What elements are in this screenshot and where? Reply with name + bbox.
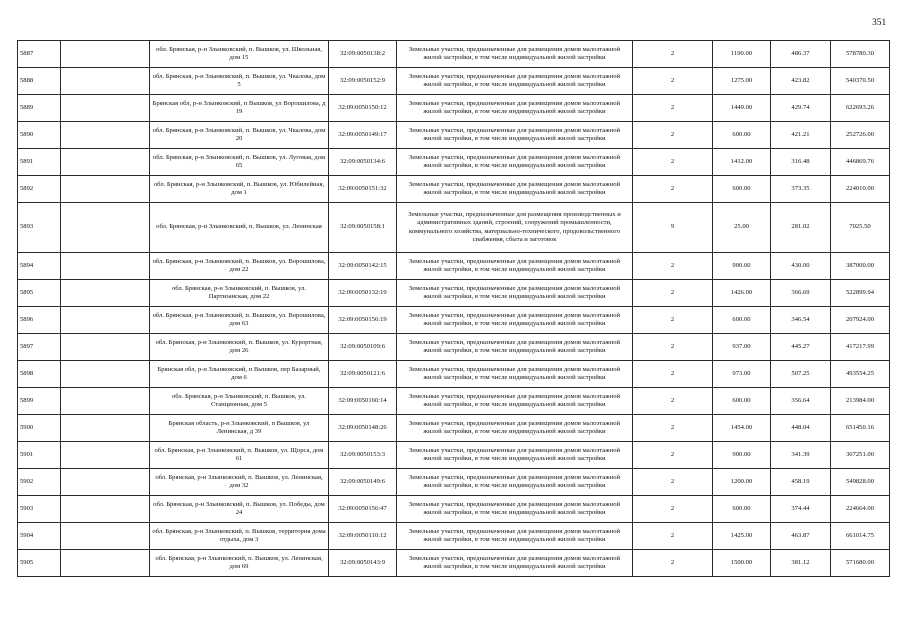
blank-cell (61, 253, 150, 280)
area-cell: 900.00 (713, 442, 771, 469)
row-number-cell: 5897 (18, 334, 61, 361)
address-cell: обл. Брянская, р-н Злынковский, п. Вышков, ул. Партизанская, дом 22 (150, 280, 329, 307)
table-row (18, 334, 890, 361)
area-cell: 1454.00 (713, 415, 771, 442)
cadastral-number-cell: 32:09:0050149:17 (329, 122, 397, 149)
row-number-cell: 5895 (18, 280, 61, 307)
cadastral-value-cell: 307251.00 (831, 442, 890, 469)
category-cell: 2 (633, 442, 713, 469)
area-cell: 1449.00 (713, 95, 771, 122)
land-use-cell: Земельные участки, предназначенные для размещения домов малоэтажной жилой застройки, в том числе индивидуальной жилой застройки (397, 523, 633, 550)
category-cell: 2 (633, 149, 713, 176)
land-use-cell: Земельные участки, предназначенные для размещения домов малоэтажной жилой застройки, в том числе индивидуальной жилой застройки (397, 149, 633, 176)
table-row (18, 68, 890, 95)
cadastral-number-cell: 32:09:0050150:12 (329, 95, 397, 122)
cadastral-number-cell: 32:09:0050156:19 (329, 307, 397, 334)
row-number-cell: 5891 (18, 149, 61, 176)
address-cell: обл. Брянская, р-н Злынковский, п. Вышков, ул. Щорса, дом 61 (150, 442, 329, 469)
cadastral-value-cell: 578780.30 (831, 41, 890, 68)
blank-cell (61, 523, 150, 550)
address-cell: обл. Брянская, р-н Злынковский, п. Вышков, ул. Ленинская, дом 32 (150, 469, 329, 496)
blank-cell (61, 361, 150, 388)
category-cell: 9 (633, 203, 713, 253)
cadastral-number-cell: 32:09:0050153:3 (329, 442, 397, 469)
land-use-cell: Земельные участки, предназначенные для размещения производственных и административных зданий, строений, сооружений промышленности, коммунального хозяйства, материально-технического, продовольственного снабжения, сбыта и заготовок (397, 203, 633, 253)
category-cell: 2 (633, 388, 713, 415)
land-use-cell: Земельные участки, предназначенные для размещения домов малоэтажной жилой застройки, в том числе индивидуальной жилой застройки (397, 176, 633, 203)
price-per-unit-cell: 429.74 (771, 95, 831, 122)
blank-cell (61, 176, 150, 203)
price-per-unit-cell: 374.44 (771, 496, 831, 523)
land-use-cell: Земельные участки, предназначенные для размещения домов малоэтажной жилой застройки, в том числе индивидуальной жилой застройки (397, 41, 633, 68)
row-number-cell: 5900 (18, 415, 61, 442)
area-cell: 600.00 (713, 388, 771, 415)
row-number-cell: 5905 (18, 550, 61, 577)
land-use-cell: Земельные участки, предназначенные для размещения домов малоэтажной жилой застройки, в том числе индивидуальной жилой застройки (397, 122, 633, 149)
table-row (18, 122, 890, 149)
table-row (18, 496, 890, 523)
address-cell: обл. Брянская, р-н Злынковский, п. Вышков, ул. Ленинская (150, 203, 329, 253)
table-row (18, 203, 890, 253)
cadastral-value-cell: 387000.00 (831, 253, 890, 280)
cadastral-value-cell: 522899.94 (831, 280, 890, 307)
table-row (18, 415, 890, 442)
cadastral-number-cell: 32:09:0050109:6 (329, 334, 397, 361)
cadastral-number-cell: 32:09:0050160:14 (329, 388, 397, 415)
cadastral-number-cell: 32:09:0050148:26 (329, 415, 397, 442)
table-row (18, 149, 890, 176)
cadastral-value-cell: 252726.00 (831, 122, 890, 149)
row-number-cell: 5901 (18, 442, 61, 469)
blank-cell (61, 334, 150, 361)
blank-cell (61, 469, 150, 496)
land-use-cell: Земельные участки, предназначенные для размещения домов малоэтажной жилой застройки, в том числе индивидуальной жилой застройки (397, 361, 633, 388)
area-cell: 1425.00 (713, 523, 771, 550)
price-per-unit-cell: 458.19 (771, 469, 831, 496)
cadastral-value-cell: 493554.25 (831, 361, 890, 388)
category-cell: 2 (633, 122, 713, 149)
cadastral-value-cell: 213984.00 (831, 388, 890, 415)
area-cell: 937.00 (713, 334, 771, 361)
land-use-cell: Земельные участки, предназначенные для размещения домов малоэтажной жилой застройки, в том числе индивидуальной жилой застройки (397, 388, 633, 415)
area-cell: 1412.00 (713, 149, 771, 176)
area-cell: 1200.00 (713, 469, 771, 496)
category-cell: 2 (633, 253, 713, 280)
blank-cell (61, 280, 150, 307)
address-cell: обл. Брянская, р-н Злынковский, п. Вышков, территория дома отдыха, дом 3 (150, 523, 329, 550)
price-per-unit-cell: 356.64 (771, 388, 831, 415)
row-number-cell: 5890 (18, 122, 61, 149)
price-per-unit-cell: 346.54 (771, 307, 831, 334)
area-cell: 25.00 (713, 203, 771, 253)
price-per-unit-cell: 316.48 (771, 149, 831, 176)
address-cell: Брянская обл, р-н Злынковский, п Вышков, пер Базарный, дом 6 (150, 361, 329, 388)
price-per-unit-cell: 430.00 (771, 253, 831, 280)
blank-cell (61, 496, 150, 523)
land-use-cell: Земельные участки, предназначенные для размещения домов малоэтажной жилой застройки, в том числе индивидуальной жилой застройки (397, 442, 633, 469)
blank-cell (61, 41, 150, 68)
cadastral-number-cell: 32:09:0050152:9 (329, 68, 397, 95)
row-number-cell: 5898 (18, 361, 61, 388)
blank-cell (61, 68, 150, 95)
table-row (18, 95, 890, 122)
price-per-unit-cell: 507.25 (771, 361, 831, 388)
row-number-cell: 5904 (18, 523, 61, 550)
land-use-cell: Земельные участки, предназначенные для размещения домов малоэтажной жилой застройки, в том числе индивидуальной жилой застройки (397, 253, 633, 280)
category-cell: 2 (633, 469, 713, 496)
cadastral-value-cell: 622693.26 (831, 95, 890, 122)
land-use-cell: Земельные участки, предназначенные для размещения домов малоэтажной жилой застройки, в том числе индивидуальной жилой застройки (397, 280, 633, 307)
cadastral-value-cell: 7025.50 (831, 203, 890, 253)
address-cell: обл. Брянская, р-н Злынковский, п. Вышков, ул. Юбилейная, дом 1 (150, 176, 329, 203)
table-row (18, 550, 890, 577)
cadastral-value-cell: 651450.16 (831, 415, 890, 442)
address-cell: обл. Брянская, р-н Злынковский, п. Вышков, ул. Ворошилова, дом 22 (150, 253, 329, 280)
row-number-cell: 5893 (18, 203, 61, 253)
cadastral-value-cell: 207924.00 (831, 307, 890, 334)
cadastral-number-cell: 32:09:0050142:15 (329, 253, 397, 280)
cadastral-number-cell: 32:09:0050158:1 (329, 203, 397, 253)
blank-cell (61, 203, 150, 253)
area-cell: 973.00 (713, 361, 771, 388)
table-row (18, 442, 890, 469)
row-number-cell: 5903 (18, 496, 61, 523)
cadastral-number-cell: 32:09:0050151:32 (329, 176, 397, 203)
price-per-unit-cell: 486.37 (771, 41, 831, 68)
cadastral-value-cell: 571680.00 (831, 550, 890, 577)
blank-cell (61, 442, 150, 469)
cadastral-number-cell: 32:09:0050121:6 (329, 361, 397, 388)
land-use-cell: Земельные участки, предназначенные для размещения домов малоэтажной жилой застройки, в том числе индивидуальной жилой застройки (397, 334, 633, 361)
category-cell: 2 (633, 41, 713, 68)
land-use-cell: Земельные участки, предназначенные для размещения домов малоэтажной жилой застройки, в том числе индивидуальной жилой застройки (397, 95, 633, 122)
blank-cell (61, 415, 150, 442)
address-cell: обл. Брянская, р-н Злынковский, п. Вышков, ул. Школьная, дом 15 (150, 41, 329, 68)
table-row (18, 41, 890, 68)
area-cell: 600.00 (713, 122, 771, 149)
table-row (18, 176, 890, 203)
cadastral-number-cell: 32:09:0050134:6 (329, 149, 397, 176)
area-cell: 1426.00 (713, 280, 771, 307)
address-cell: обл. Брянская, р-н Злынковский, п. Вышков, ул. Станционная, дом 5 (150, 388, 329, 415)
blank-cell (61, 307, 150, 334)
table-row (18, 523, 890, 550)
table-row (18, 469, 890, 496)
price-per-unit-cell: 381.12 (771, 550, 831, 577)
address-cell: обл. Брянская, р-н Злынковский, п. Вышков, ул. Луговая, дом 65 (150, 149, 329, 176)
cadastral-number-cell: 32:09:0050138:2 (329, 41, 397, 68)
land-use-cell: Земельные участки, предназначенные для размещения домов малоэтажной жилой застройки, в том числе индивидуальной жилой застройки (397, 415, 633, 442)
price-per-unit-cell: 421.21 (771, 122, 831, 149)
cadastral-value-cell: 540370.50 (831, 68, 890, 95)
blank-cell (61, 122, 150, 149)
blank-cell (61, 550, 150, 577)
land-use-cell: Земельные участки, предназначенные для размещения домов малоэтажной жилой застройки, в том числе индивидуальной жилой застройки (397, 496, 633, 523)
land-use-cell: Земельные участки, предназначенные для размещения домов малоэтажной жилой застройки, в том числе индивидуальной жилой застройки (397, 550, 633, 577)
row-number-cell: 5902 (18, 469, 61, 496)
registry-table (17, 40, 890, 577)
row-number-cell: 5887 (18, 41, 61, 68)
cadastral-value-cell: 224664.00 (831, 496, 890, 523)
cadastral-value-cell: 446869.76 (831, 149, 890, 176)
price-per-unit-cell: 463.87 (771, 523, 831, 550)
table-row (18, 307, 890, 334)
cadastral-number-cell: 32:09:0050149:6 (329, 469, 397, 496)
blank-cell (61, 95, 150, 122)
cadastral-number-cell: 32:09:0050143:9 (329, 550, 397, 577)
category-cell: 2 (633, 550, 713, 577)
area-cell: 1500.00 (713, 550, 771, 577)
cadastral-value-cell: 417217.99 (831, 334, 890, 361)
address-cell: Брянская обл, р-н Злынковский, п Вышков, ул Ворошилова, д 19 (150, 95, 329, 122)
price-per-unit-cell: 366.69 (771, 280, 831, 307)
cadastral-value-cell: 549828.00 (831, 469, 890, 496)
address-cell: обл. Брянская, р-н Злынковский, п. Вышков, ул. Ленинская, дом 69 (150, 550, 329, 577)
address-cell: обл. Брянская, р-н Злынковский, п. Вышков, ул. Чкалова, дом 5 (150, 68, 329, 95)
row-number-cell: 5889 (18, 95, 61, 122)
table-row (18, 388, 890, 415)
price-per-unit-cell: 448.04 (771, 415, 831, 442)
cadastral-number-cell: 32:09:0050132:19 (329, 280, 397, 307)
category-cell: 2 (633, 523, 713, 550)
address-cell: обл. Брянская, р-н Злынковский, п. Вышков, ул. Чкалова, дом 20 (150, 122, 329, 149)
category-cell: 2 (633, 307, 713, 334)
table-row (18, 253, 890, 280)
category-cell: 2 (633, 496, 713, 523)
page-number: 351 (872, 18, 887, 28)
category-cell: 2 (633, 334, 713, 361)
table-row (18, 280, 890, 307)
blank-cell (61, 149, 150, 176)
blank-cell (61, 388, 150, 415)
area-cell: 600.00 (713, 176, 771, 203)
address-cell: обл. Брянская, р-н Злынковский, п. Вышков, ул. Победы, дом 24 (150, 496, 329, 523)
category-cell: 2 (633, 176, 713, 203)
row-number-cell: 5892 (18, 176, 61, 203)
address-cell: обл. Брянская, р-н Злынковский, п. Вышков, ул. Курортная, дом 26 (150, 334, 329, 361)
row-number-cell: 5888 (18, 68, 61, 95)
cadastral-value-cell: 661014.75 (831, 523, 890, 550)
cadastral-number-cell: 32:09:0050110:12 (329, 523, 397, 550)
price-per-unit-cell: 423.82 (771, 68, 831, 95)
address-cell: Брянская область, р-н Злынковский, п Вышков, ул Ленинская, д 39 (150, 415, 329, 442)
category-cell: 2 (633, 95, 713, 122)
row-number-cell: 5894 (18, 253, 61, 280)
address-cell: обл. Брянская, р-н Злынковский, п. Вышков, ул. Ворошилова, дом 63 (150, 307, 329, 334)
category-cell: 2 (633, 68, 713, 95)
category-cell: 2 (633, 415, 713, 442)
cadastral-value-cell: 224010.00 (831, 176, 890, 203)
row-number-cell: 5899 (18, 388, 61, 415)
area-cell: 1275.00 (713, 68, 771, 95)
area-cell: 600.00 (713, 307, 771, 334)
category-cell: 2 (633, 361, 713, 388)
price-per-unit-cell: 445.27 (771, 334, 831, 361)
price-per-unit-cell: 373.35 (771, 176, 831, 203)
area-cell: 600.00 (713, 496, 771, 523)
table-row (18, 361, 890, 388)
land-use-cell: Земельные участки, предназначенные для размещения домов малоэтажной жилой застройки, в том числе индивидуальной жилой застройки (397, 307, 633, 334)
area-cell: 1190.00 (713, 41, 771, 68)
category-cell: 2 (633, 280, 713, 307)
area-cell: 900.00 (713, 253, 771, 280)
row-number-cell: 5896 (18, 307, 61, 334)
cadastral-number-cell: 32:09:0050156:47 (329, 496, 397, 523)
land-use-cell: Земельные участки, предназначенные для размещения домов малоэтажной жилой застройки, в том числе индивидуальной жилой застройки (397, 469, 633, 496)
price-per-unit-cell: 281.02 (771, 203, 831, 253)
land-use-cell: Земельные участки, предназначенные для размещения домов малоэтажной жилой застройки, в том числе индивидуальной жилой застройки (397, 68, 633, 95)
registry-body (18, 41, 890, 577)
price-per-unit-cell: 341.39 (771, 442, 831, 469)
